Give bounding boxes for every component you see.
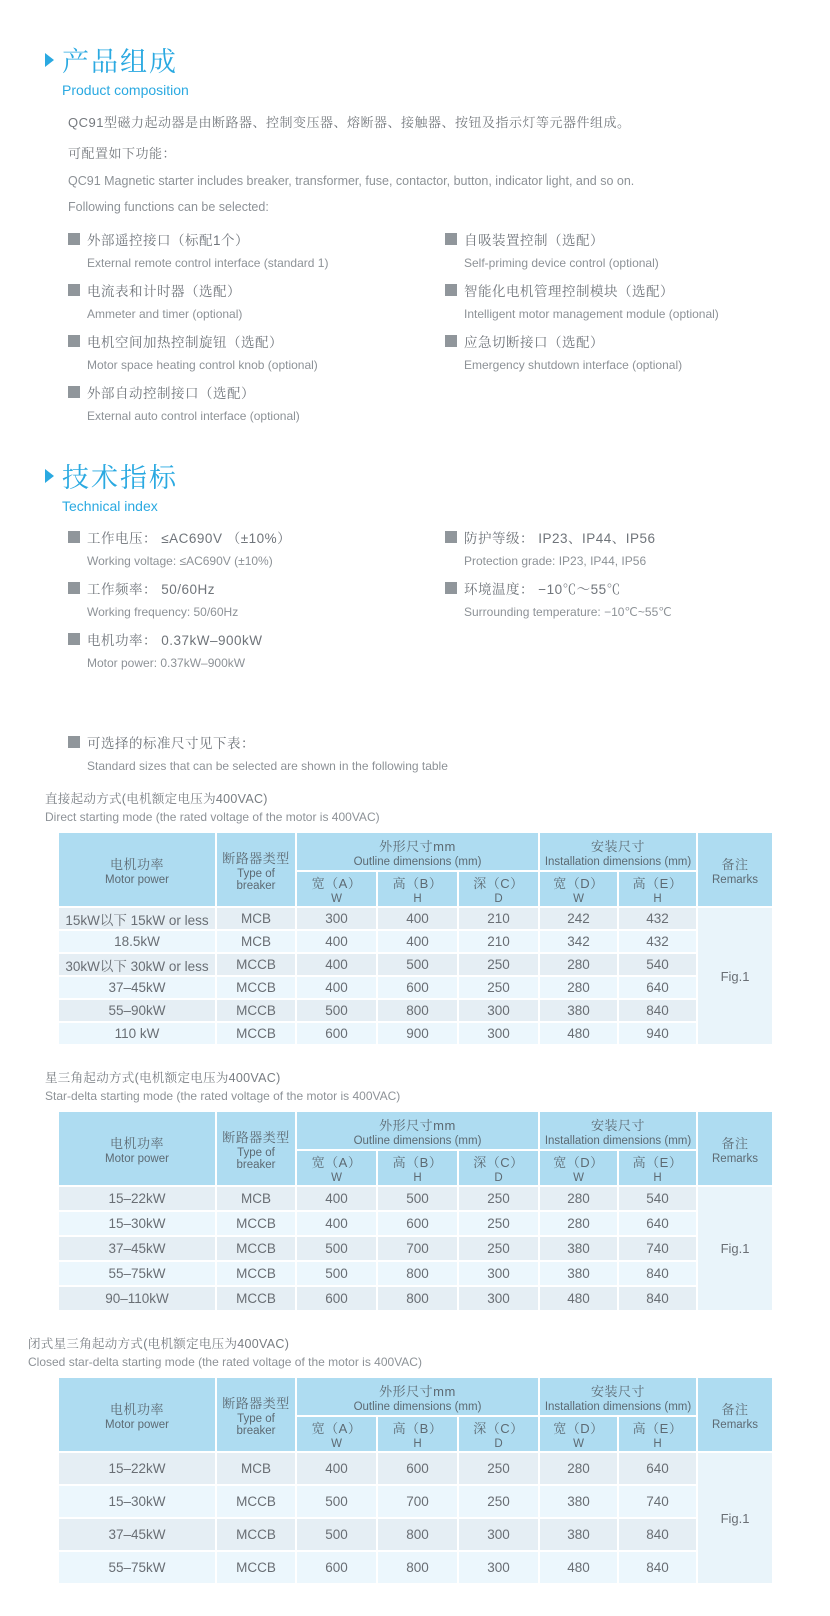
width-d-cell: 380 bbox=[540, 1000, 617, 1021]
header-breaker-type bbox=[217, 833, 295, 906]
table-header bbox=[59, 1112, 772, 1185]
motor-power-cell: 15–30kW bbox=[59, 1212, 215, 1235]
intro-paragraph-cn: QC91型磁力起动器是由断路器、控制变压器、熔断器、接触器、按钮及指示灯等元器件组成。 bbox=[68, 115, 631, 130]
spec-column-right bbox=[445, 524, 830, 677]
header-motor-power bbox=[59, 833, 215, 906]
section-title-cn: 技术指标 bbox=[62, 463, 178, 493]
depth-c-cell: 250 bbox=[459, 1453, 538, 1484]
list-item bbox=[445, 575, 830, 623]
spec-label-en: Surrounding temperature: −10℃~55℃ bbox=[464, 604, 672, 619]
height-e-cell: 840 bbox=[619, 1262, 696, 1285]
table-row bbox=[59, 954, 772, 975]
height-b-cell: 700 bbox=[378, 1486, 457, 1517]
width-d-cell: 280 bbox=[540, 954, 617, 975]
size-table-section bbox=[28, 1334, 830, 1585]
header-remarks bbox=[698, 1378, 772, 1451]
header-remarks-en: Remarks bbox=[712, 1152, 759, 1165]
depth-c-cell: 250 bbox=[459, 977, 538, 998]
section-title-cn: 产品组成 bbox=[62, 47, 178, 77]
height-b-cell: 700 bbox=[378, 1237, 457, 1260]
width-d-cell: 480 bbox=[540, 1023, 617, 1044]
list-item bbox=[68, 328, 445, 376]
header-installation-dimensions bbox=[540, 1112, 696, 1149]
width-a-cell: 400 bbox=[297, 931, 376, 952]
header-outline-cn: 外形尺寸mm bbox=[379, 1117, 456, 1133]
depth-c-cell: 300 bbox=[459, 1023, 538, 1044]
width-a-cell: 500 bbox=[297, 1237, 376, 1260]
table-row bbox=[59, 1262, 772, 1285]
width-a-cell: 600 bbox=[297, 1552, 376, 1583]
header-breaker-type-cn: 断路器类型 bbox=[222, 850, 290, 866]
motor-power-cell: 18.5kW bbox=[59, 931, 215, 952]
height-b-cell: 500 bbox=[378, 1187, 457, 1210]
depth-c-cell: 300 bbox=[459, 1000, 538, 1021]
header-depth-c: 深（C） D bbox=[459, 872, 538, 906]
header-remarks bbox=[698, 1112, 772, 1185]
feature-label-cn: 外部遥控接口（标配1个） bbox=[87, 232, 250, 248]
header-install-cn: 安装尺寸 bbox=[591, 838, 646, 854]
header-install-en: Installation dimensions (mm) bbox=[544, 1134, 692, 1147]
table-row bbox=[59, 1000, 772, 1021]
table-row bbox=[59, 931, 772, 952]
feature-label-en: External auto control interface (optional) bbox=[87, 408, 300, 423]
feature-label-en: External remote control interface (standard 1) bbox=[87, 255, 329, 270]
intro-paragraphs bbox=[68, 112, 830, 214]
motor-power-cell: 15kW以下 15kW or less bbox=[59, 908, 215, 929]
spec-label-cn: 防护等级： IP23、IP44、IP56 bbox=[464, 530, 656, 546]
width-a-cell: 400 bbox=[297, 954, 376, 975]
triangle-marker-icon bbox=[45, 469, 54, 483]
section-technical-index bbox=[45, 456, 830, 677]
spec-label-en: Protection grade: IP23, IP44, IP56 bbox=[464, 553, 647, 568]
triangle-marker-icon bbox=[45, 53, 54, 67]
table-row bbox=[59, 1519, 772, 1550]
header-breaker-type-cn: 断路器类型 bbox=[222, 1129, 290, 1145]
height-e-cell: 940 bbox=[619, 1023, 696, 1044]
motor-power-cell: 15–22kW bbox=[59, 1453, 215, 1484]
height-b-cell: 500 bbox=[378, 954, 457, 975]
size-table-section bbox=[45, 789, 830, 1046]
header-remarks-cn: 备注 bbox=[721, 1135, 749, 1151]
header-install-en: Installation dimensions (mm) bbox=[544, 855, 692, 868]
motor-power-cell: 37–45kW bbox=[59, 1519, 215, 1550]
depth-c-cell: 300 bbox=[459, 1287, 538, 1310]
square-bullet-icon bbox=[68, 736, 80, 748]
header-outline-en: Outline dimensions (mm) bbox=[353, 1134, 482, 1147]
depth-c-cell: 210 bbox=[459, 908, 538, 929]
feature-label-cn: 电流表和计时器（选配） bbox=[87, 283, 241, 299]
table-row bbox=[59, 1486, 772, 1517]
breaker-type-cell: MCB bbox=[217, 931, 295, 952]
header-motor-power-cn: 电机功率 bbox=[109, 1401, 164, 1417]
header-outline-dimensions bbox=[297, 1112, 538, 1149]
header-depth-c: 深（C） D bbox=[459, 1417, 538, 1451]
header-height-b: 高（B） H bbox=[378, 872, 457, 906]
table-title-en: Closed star-delta starting mode (the rated voltage of the motor is 400VAC) bbox=[28, 1355, 422, 1369]
feature-label-cn: 电机空间加热控制旋钮（选配） bbox=[87, 334, 283, 350]
table-title-en: Direct starting mode (the rated voltage of the motor is 400VAC) bbox=[45, 810, 380, 824]
header-height-e: 高（E） H bbox=[619, 1151, 696, 1185]
spec-label-cn: 电机功率： 0.37kW–900kW bbox=[87, 632, 263, 648]
spec-label-cn: 工作频率： 50/60Hz bbox=[87, 581, 216, 597]
width-a-cell: 300 bbox=[297, 908, 376, 929]
header-outline-cn: 外形尺寸mm bbox=[379, 1383, 456, 1399]
list-item bbox=[68, 575, 445, 623]
table-row bbox=[59, 1287, 772, 1310]
breaker-type-cell: MCCB bbox=[217, 1552, 295, 1583]
header-width-d: 宽（D） W bbox=[540, 1151, 617, 1185]
breaker-type-cell: MCCB bbox=[217, 1519, 295, 1550]
height-b-cell: 800 bbox=[378, 1552, 457, 1583]
header-remarks-en: Remarks bbox=[712, 873, 759, 886]
spec-label-en: Working voltage: ≤AC690V (±10%) bbox=[87, 553, 273, 568]
depth-c-cell: 210 bbox=[459, 931, 538, 952]
width-d-cell: 380 bbox=[540, 1237, 617, 1260]
sizes-table bbox=[57, 831, 774, 1046]
table-title-cn: 闭式星三角起动方式(电机额定电压为400VAC) bbox=[28, 1337, 290, 1351]
list-item bbox=[68, 524, 445, 572]
intro-paragraph-en2: Following functions can be selected: bbox=[68, 200, 269, 214]
table-row bbox=[59, 1237, 772, 1260]
header-breaker-type bbox=[217, 1378, 295, 1451]
spec-label-en: Working frequency: 50/60Hz bbox=[87, 604, 239, 619]
height-e-cell: 740 bbox=[619, 1237, 696, 1260]
header-breaker-type-en: Type of breaker bbox=[236, 867, 276, 892]
remarks-cell: Fig.1 bbox=[698, 1187, 772, 1310]
list-item bbox=[445, 226, 830, 274]
width-a-cell: 400 bbox=[297, 977, 376, 998]
header-breaker-type bbox=[217, 1112, 295, 1185]
height-b-cell: 600 bbox=[378, 1212, 457, 1235]
list-item bbox=[68, 379, 445, 427]
standard-sizes-note bbox=[68, 729, 830, 777]
note-en: Standard sizes that can be selected are shown in the following table bbox=[87, 758, 448, 773]
table-row bbox=[59, 1187, 772, 1210]
section-title-en: Technical index bbox=[62, 498, 158, 514]
feature-label-cn: 外部自动控制接口（选配） bbox=[87, 385, 255, 401]
list-item bbox=[445, 277, 830, 325]
table-body bbox=[59, 908, 772, 1044]
header-install-cn: 安装尺寸 bbox=[591, 1117, 646, 1133]
header-motor-power-cn: 电机功率 bbox=[109, 1135, 164, 1151]
spec-label-cn: 环境温度： −10℃～55℃ bbox=[464, 581, 621, 597]
height-b-cell: 800 bbox=[378, 1262, 457, 1285]
breaker-type-cell: MCCB bbox=[217, 1023, 295, 1044]
table-row bbox=[59, 908, 772, 929]
header-outline-en: Outline dimensions (mm) bbox=[353, 855, 482, 868]
square-bullet-icon bbox=[445, 335, 457, 347]
height-e-cell: 740 bbox=[619, 1486, 696, 1517]
table-titles bbox=[45, 1068, 830, 1103]
sizes-table bbox=[57, 1376, 774, 1585]
feature-label-en: Intelligent motor management module (optional) bbox=[464, 306, 719, 321]
width-d-cell: 280 bbox=[540, 977, 617, 998]
intro-paragraph-en: QC91 Magnetic starter includes breaker, transformer, fuse, contactor, button, indicator light, and so on. bbox=[68, 174, 635, 188]
depth-c-cell: 250 bbox=[459, 1237, 538, 1260]
width-a-cell: 400 bbox=[297, 1212, 376, 1235]
header-width-d: 宽（D） W bbox=[540, 872, 617, 906]
table-header bbox=[59, 833, 772, 906]
table-title-cn: 直接起动方式(电机额定电压为400VAC) bbox=[45, 792, 268, 806]
spec-column-left bbox=[68, 524, 445, 677]
note-cn: 可选择的标准尺寸见下表： bbox=[87, 735, 255, 751]
feature-label-en: Self-priming device control (optional) bbox=[464, 255, 659, 270]
square-bullet-icon bbox=[68, 633, 80, 645]
header-width-a: 宽（A） W bbox=[297, 1151, 376, 1185]
list-item bbox=[68, 626, 445, 674]
depth-c-cell: 300 bbox=[459, 1552, 538, 1583]
remarks-cell: Fig.1 bbox=[698, 908, 772, 1044]
header-motor-power bbox=[59, 1112, 215, 1185]
header-install-en: Installation dimensions (mm) bbox=[544, 1400, 692, 1413]
header-outline-cn: 外形尺寸mm bbox=[379, 838, 456, 854]
header-motor-power bbox=[59, 1378, 215, 1451]
height-e-cell: 840 bbox=[619, 1552, 696, 1583]
header-remarks-cn: 备注 bbox=[721, 1401, 749, 1417]
header-height-b: 高（B） H bbox=[378, 1417, 457, 1451]
feature-label-cn: 自吸装置控制（选配） bbox=[464, 232, 604, 248]
breaker-type-cell: MCCB bbox=[217, 977, 295, 998]
table-titles bbox=[28, 1334, 830, 1369]
width-d-cell: 280 bbox=[540, 1453, 617, 1484]
motor-power-cell: 30kW以下 30kW or less bbox=[59, 954, 215, 975]
height-e-cell: 540 bbox=[619, 954, 696, 975]
header-remarks-en: Remarks bbox=[712, 1418, 759, 1431]
feature-label-en: Emergency shutdown interface (optional) bbox=[464, 357, 683, 372]
height-b-cell: 800 bbox=[378, 1287, 457, 1310]
spec-label-en: Motor power: 0.37kW–900kW bbox=[87, 655, 246, 670]
motor-power-cell: 90–110kW bbox=[59, 1287, 215, 1310]
breaker-type-cell: MCCB bbox=[217, 954, 295, 975]
table-title-en: Star-delta starting mode (the rated voltage of the motor is 400VAC) bbox=[45, 1089, 401, 1103]
feature-label-en: Motor space heating control knob (optional) bbox=[87, 357, 318, 372]
header-height-e: 高（E） H bbox=[619, 872, 696, 906]
breaker-type-cell: MCCB bbox=[217, 1237, 295, 1260]
width-a-cell: 400 bbox=[297, 1187, 376, 1210]
table-row bbox=[59, 1023, 772, 1044]
breaker-type-cell: MCCB bbox=[217, 1486, 295, 1517]
header-outline-en: Outline dimensions (mm) bbox=[353, 1400, 482, 1413]
spec-list bbox=[68, 524, 830, 677]
height-e-cell: 840 bbox=[619, 1287, 696, 1310]
width-d-cell: 380 bbox=[540, 1486, 617, 1517]
width-d-cell: 280 bbox=[540, 1187, 617, 1210]
height-b-cell: 600 bbox=[378, 977, 457, 998]
height-b-cell: 400 bbox=[378, 931, 457, 952]
table-row bbox=[59, 1212, 772, 1235]
header-motor-power-cn: 电机功率 bbox=[109, 856, 164, 872]
breaker-type-cell: MCCB bbox=[217, 1287, 295, 1310]
feature-label-cn: 应急切断接口（选配） bbox=[464, 334, 604, 350]
size-table-section bbox=[45, 1068, 830, 1312]
width-d-cell: 280 bbox=[540, 1212, 617, 1235]
depth-c-cell: 300 bbox=[459, 1262, 538, 1285]
square-bullet-icon bbox=[445, 582, 457, 594]
breaker-type-cell: MCB bbox=[217, 908, 295, 929]
breaker-type-cell: MCB bbox=[217, 1187, 295, 1210]
header-breaker-type-en: Type of breaker bbox=[236, 1412, 276, 1437]
header-installation-dimensions bbox=[540, 833, 696, 870]
depth-c-cell: 250 bbox=[459, 1486, 538, 1517]
height-e-cell: 432 bbox=[619, 931, 696, 952]
feature-label-en: Ammeter and timer (optional) bbox=[87, 306, 243, 321]
height-e-cell: 432 bbox=[619, 908, 696, 929]
motor-power-cell: 110 kW bbox=[59, 1023, 215, 1044]
header-breaker-type-en: Type of breaker bbox=[236, 1146, 276, 1171]
height-e-cell: 840 bbox=[619, 1519, 696, 1550]
header-height-e: 高（E） H bbox=[619, 1417, 696, 1451]
width-d-cell: 480 bbox=[540, 1287, 617, 1310]
features-column-right bbox=[445, 226, 830, 430]
header-remarks-cn: 备注 bbox=[721, 856, 749, 872]
motor-power-cell: 15–30kW bbox=[59, 1486, 215, 1517]
width-a-cell: 500 bbox=[297, 1519, 376, 1550]
header-install-cn: 安装尺寸 bbox=[591, 1383, 646, 1399]
motor-power-cell: 55–75kW bbox=[59, 1262, 215, 1285]
width-a-cell: 500 bbox=[297, 1262, 376, 1285]
square-bullet-icon bbox=[445, 233, 457, 245]
square-bullet-icon bbox=[68, 233, 80, 245]
table-titles bbox=[45, 789, 830, 824]
remarks-cell: Fig.1 bbox=[698, 1453, 772, 1583]
square-bullet-icon bbox=[445, 531, 457, 543]
table-row bbox=[59, 1552, 772, 1583]
square-bullet-icon bbox=[68, 582, 80, 594]
height-b-cell: 900 bbox=[378, 1023, 457, 1044]
header-motor-power-en: Motor power bbox=[105, 873, 169, 886]
square-bullet-icon bbox=[68, 335, 80, 347]
table-header bbox=[59, 1378, 772, 1451]
height-b-cell: 800 bbox=[378, 1000, 457, 1021]
breaker-type-cell: MCCB bbox=[217, 1262, 295, 1285]
motor-power-cell: 37–45kW bbox=[59, 1237, 215, 1260]
features-column-left bbox=[68, 226, 445, 430]
header-outline-dimensions bbox=[297, 1378, 538, 1415]
header-height-b: 高（B） H bbox=[378, 1151, 457, 1185]
list-item bbox=[445, 328, 830, 376]
section-title-en: Product composition bbox=[62, 82, 189, 98]
width-d-cell: 380 bbox=[540, 1262, 617, 1285]
table-row bbox=[59, 977, 772, 998]
square-bullet-icon bbox=[68, 531, 80, 543]
motor-power-cell: 55–90kW bbox=[59, 1000, 215, 1021]
spec-label-cn: 工作电压： ≤AC690V （±10%） bbox=[87, 530, 292, 546]
motor-power-cell: 15–22kW bbox=[59, 1187, 215, 1210]
width-a-cell: 400 bbox=[297, 1453, 376, 1484]
width-a-cell: 500 bbox=[297, 1000, 376, 1021]
features-list bbox=[68, 226, 830, 430]
height-b-cell: 400 bbox=[378, 908, 457, 929]
square-bullet-icon bbox=[445, 284, 457, 296]
width-d-cell: 242 bbox=[540, 908, 617, 929]
height-e-cell: 540 bbox=[619, 1187, 696, 1210]
header-width-a: 宽（A） W bbox=[297, 872, 376, 906]
list-item bbox=[68, 226, 445, 274]
header-motor-power-en: Motor power bbox=[105, 1418, 169, 1431]
header-motor-power-en: Motor power bbox=[105, 1152, 169, 1165]
header-depth-c: 深（C） D bbox=[459, 1151, 538, 1185]
table-row bbox=[59, 1453, 772, 1484]
width-d-cell: 342 bbox=[540, 931, 617, 952]
table-body bbox=[59, 1187, 772, 1310]
sizes-table bbox=[57, 1110, 774, 1312]
header-width-a: 宽（A） W bbox=[297, 1417, 376, 1451]
list-item bbox=[68, 277, 445, 325]
table-body bbox=[59, 1453, 772, 1583]
width-a-cell: 500 bbox=[297, 1486, 376, 1517]
header-breaker-type-cn: 断路器类型 bbox=[222, 1395, 290, 1411]
breaker-type-cell: MCB bbox=[217, 1453, 295, 1484]
size-tables bbox=[0, 789, 830, 1585]
square-bullet-icon bbox=[68, 284, 80, 296]
section-product-composition bbox=[45, 40, 830, 430]
list-item bbox=[445, 524, 830, 572]
depth-c-cell: 250 bbox=[459, 1212, 538, 1235]
section-title bbox=[45, 456, 830, 495]
breaker-type-cell: MCCB bbox=[217, 1212, 295, 1235]
width-d-cell: 480 bbox=[540, 1552, 617, 1583]
width-d-cell: 380 bbox=[540, 1519, 617, 1550]
height-b-cell: 600 bbox=[378, 1453, 457, 1484]
depth-c-cell: 250 bbox=[459, 1187, 538, 1210]
height-e-cell: 640 bbox=[619, 1212, 696, 1235]
height-b-cell: 800 bbox=[378, 1519, 457, 1550]
depth-c-cell: 300 bbox=[459, 1519, 538, 1550]
height-e-cell: 640 bbox=[619, 977, 696, 998]
square-bullet-icon bbox=[68, 386, 80, 398]
depth-c-cell: 250 bbox=[459, 954, 538, 975]
header-remarks bbox=[698, 833, 772, 906]
intro-paragraph-cn2: 可配置如下功能： bbox=[68, 146, 177, 161]
height-e-cell: 640 bbox=[619, 1453, 696, 1484]
width-a-cell: 600 bbox=[297, 1287, 376, 1310]
width-a-cell: 600 bbox=[297, 1023, 376, 1044]
section-title bbox=[45, 40, 830, 79]
header-installation-dimensions bbox=[540, 1378, 696, 1415]
header-width-d: 宽（D） W bbox=[540, 1417, 617, 1451]
header-outline-dimensions bbox=[297, 833, 538, 870]
motor-power-cell: 37–45kW bbox=[59, 977, 215, 998]
feature-label-cn: 智能化电机管理控制模块（选配） bbox=[464, 283, 674, 299]
height-e-cell: 840 bbox=[619, 1000, 696, 1021]
table-title-cn: 星三角起动方式(电机额定电压为400VAC) bbox=[45, 1071, 281, 1085]
motor-power-cell: 55–75kW bbox=[59, 1552, 215, 1583]
breaker-type-cell: MCCB bbox=[217, 1000, 295, 1021]
